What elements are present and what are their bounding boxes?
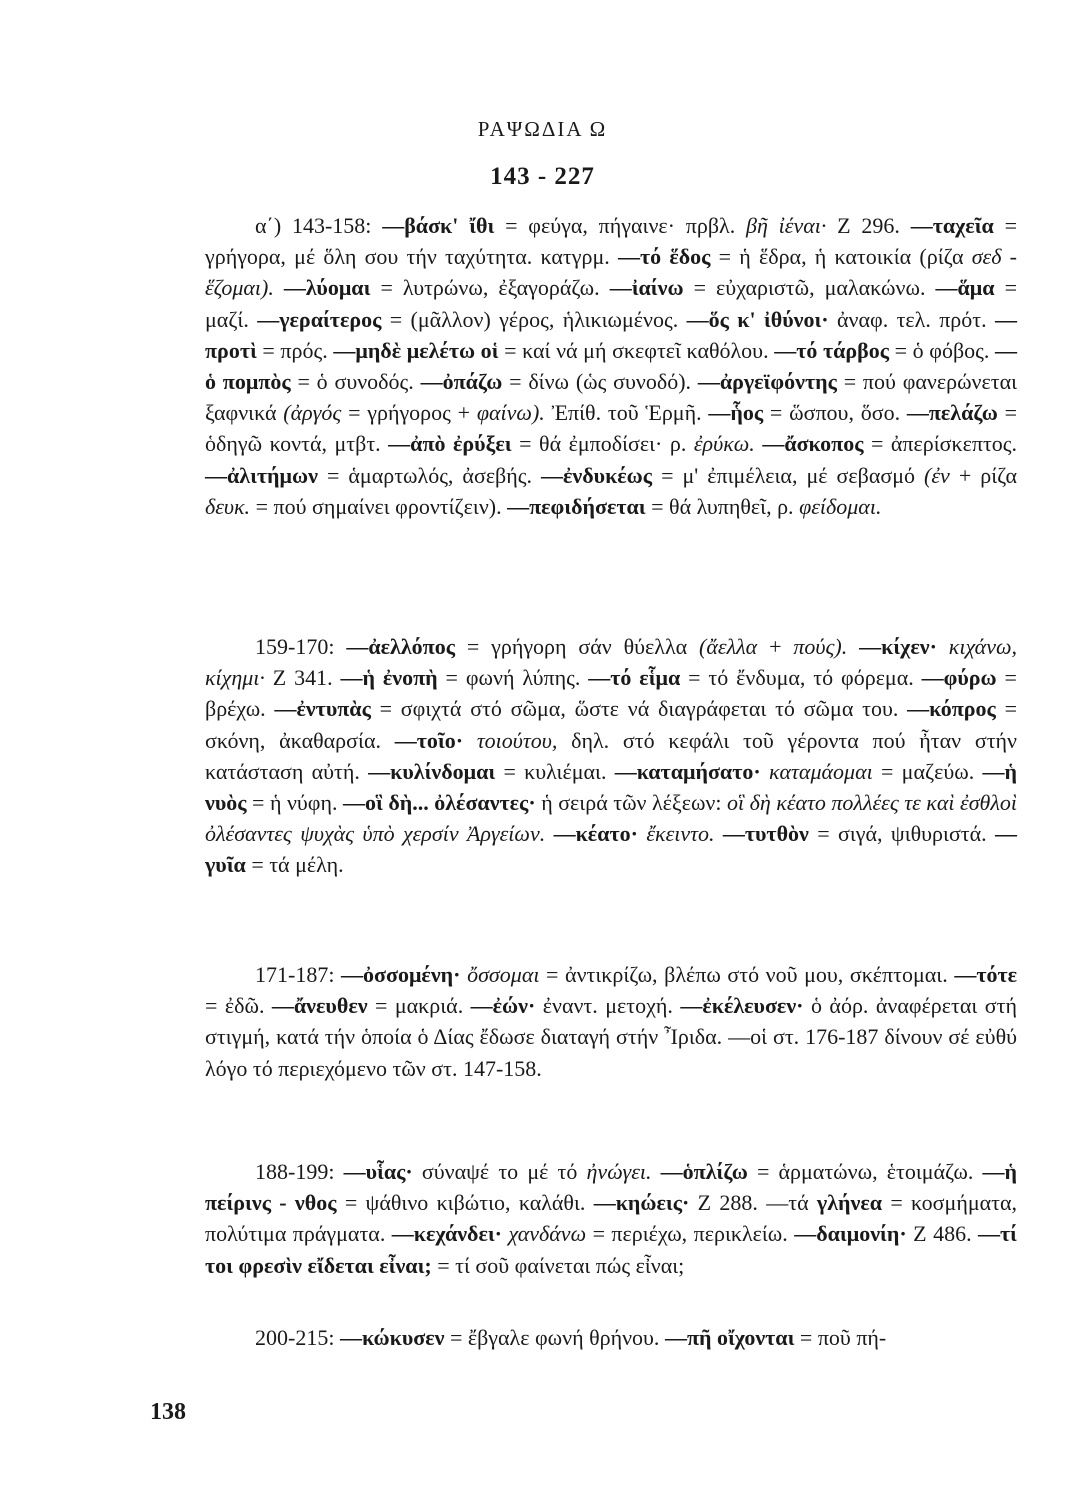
gloss-text: = περιέχω, περικλείω.: [586, 1221, 795, 1247]
gloss-text: = σκόνη, ἀκαθαρσία.: [205, 696, 1017, 753]
gloss-text: = ἁμαρτωλός, ἀσεβής.: [317, 462, 541, 488]
gloss-text: [334, 634, 346, 659]
headword: —ὅς κ' ἰθύνοι·: [686, 306, 829, 332]
gloss-text: [937, 634, 949, 659]
gloss-text: = ἔβγαλε φωνή θρήνου.: [444, 1325, 665, 1350]
headword: —ἄσκοπος: [762, 431, 864, 457]
gloss-text: +: [757, 634, 794, 659]
headword: —ἐντυπὰς: [274, 696, 371, 722]
gloss-text: = θά ἐμποδίσει· ρ.: [511, 431, 694, 457]
gloss-text: σύναψέ το μέ τό: [412, 1159, 587, 1184]
gloss-text: = εὐχαριστῶ, μαλακώνω.: [683, 275, 936, 301]
gloss-text: = δίνω (ὡς συνοδό).: [502, 369, 698, 395]
headword: —ἧος: [708, 400, 764, 426]
commentary-paragraph: [205, 1156, 1017, 1281]
commentary-section-200-215: [205, 1322, 1017, 1353]
headword: —βάσκ' ἴθι: [382, 213, 495, 238]
greek-citation: ὄσσομαι: [467, 962, 540, 987]
gloss-text: = καί νά μή σκεφτεῖ καθόλου.: [498, 337, 775, 363]
headword: —καταμήσατο·: [614, 758, 761, 784]
gloss-text: [371, 213, 382, 238]
section-range-label: 159-170:: [255, 634, 335, 659]
page-number: 138: [150, 1399, 186, 1425]
headword: —τό τάρβος: [774, 337, 890, 363]
headword: —ὀσσομένη·: [341, 962, 461, 987]
gloss-text: [334, 1159, 343, 1184]
headword: —ἀργεϊφόντης: [697, 369, 837, 395]
headword: —οἳ δὴ... ὀλέσαντες·: [343, 790, 536, 816]
headword: —τότε: [954, 962, 1017, 987]
gloss-text: = ἐδῶ.: [205, 993, 272, 1019]
commentary-section-159-170: [205, 631, 1017, 881]
gloss-text: = γρήγορος +: [341, 400, 477, 426]
gloss-text: = ὁδηγῶ κοντά, μτβτ.: [205, 400, 1017, 457]
gloss-text: = ψάθινο κιβώτιο, καλάθι.: [336, 1190, 594, 1216]
headword: —ἡ νυὸς: [205, 758, 1017, 816]
gloss-text: = σφιχτά στό σῶμα, ὥστε νά διαγράφεται τό σῶμα του.: [370, 696, 908, 722]
gloss-text: Ζ 296.: [826, 213, 911, 238]
headword: γλήνεα: [816, 1190, 883, 1216]
gloss-text: Ἐπίθ. τοῦ Ἑρμῆ.: [544, 400, 709, 426]
greek-citation: δευκ.: [205, 493, 251, 519]
gloss-text: = ἀπερίσκεπτος.: [863, 431, 1018, 457]
greek-citation: ἔκειντο.: [646, 821, 715, 847]
section-range-label: 171-187:: [255, 962, 335, 987]
gloss-text: = μ' ἐπιμέλεια, μέ σεβασμό: [652, 462, 925, 488]
gloss-text: = πού σημαίνει φροντίζειν).: [250, 493, 508, 519]
gloss-text: = γρήγορη σάν θύελλα: [454, 634, 700, 659]
gloss-text: = λυτρώνω, ἐξαγοράζω.: [370, 275, 610, 301]
gloss-text: + ρίζα: [949, 462, 1017, 488]
commentary-paragraph: [205, 959, 1017, 1084]
gloss-text: [715, 821, 723, 846]
headword: —κεχάνδει·: [391, 1221, 503, 1247]
gloss-text: = γρήγορα, μέ ὅλη σου τήν ταχύτητα. κατγρμ.: [205, 213, 1017, 270]
headword: —κόπρος: [907, 696, 996, 722]
greek-citation: βῆ ἰέναι·: [746, 213, 827, 238]
greek-citation: καταμάομαι: [768, 758, 873, 784]
gloss-text: = ἀντικρίζω, βλέπω στό νοῦ μου, σκέπτομαι.: [539, 962, 955, 987]
gloss-text: = μαζί.: [205, 275, 1017, 332]
greek-citation: (ἄελλα: [699, 634, 758, 659]
greek-citation: (ἀργός: [283, 400, 342, 426]
headword: —μηδὲ μελέτω οἱ: [333, 337, 499, 363]
gloss-text: [463, 728, 477, 753]
gloss-text: = ὁ συνοδός.: [290, 369, 421, 395]
gloss-text: = πού φανερώνεται ξαφνικά: [205, 369, 1018, 426]
gloss-text: [545, 821, 553, 846]
commentary-section-188-199: [205, 1156, 1017, 1281]
section-range-label: α΄) 143-158:: [255, 213, 372, 238]
commentary-paragraph: [205, 1322, 1017, 1353]
headword: —ὀπάζω: [420, 369, 503, 395]
gloss-text: = τό ἔνδυμα, τό φόρεμα.: [680, 665, 922, 691]
headword: —δαιμονίη·: [794, 1221, 907, 1247]
headword: —πῆ οἴχονται: [664, 1325, 795, 1350]
headword: —κίχεν·: [859, 634, 937, 659]
headword: —κυλίνδομαι: [368, 758, 496, 784]
gloss-text: δηλ. στό κεφάλι τοῦ γέροντα πού ἦταν στήν κατάσταση αὐτή.: [205, 727, 1018, 784]
commentary-section-143-158: [205, 210, 1017, 522]
headword: —τό εἷμα: [588, 665, 681, 691]
gloss-text: ἡ σειρά τῶν λέξεων:: [535, 790, 727, 816]
headword: —ἡ ἐνοπὴ: [340, 665, 438, 691]
headword: —πεφιδήσεται: [507, 493, 646, 519]
gloss-text: = ἡ ἕδρα, ἡ κατοικία (ρίζα: [710, 244, 972, 270]
headword: —φύρω: [921, 665, 997, 691]
commentary-paragraph: [205, 210, 1017, 522]
headword: —ἀλιτήμων: [205, 462, 318, 488]
gloss-text: = βρέχω.: [205, 665, 1017, 722]
greek-citation: φαίνω).: [476, 400, 545, 426]
gloss-text: = κοσμήματα, πολύτιμα πράγματα.: [205, 1190, 1018, 1247]
headword: —ταχεῖα: [910, 213, 994, 238]
gloss-text: [761, 759, 769, 784]
section-range-label: 200-215:: [255, 1325, 335, 1350]
gloss-text: ἐναντ. μετοχή.: [535, 993, 681, 1019]
greek-citation: οἳ δὴ κέατο πολλέες τε καὶ ἐσθλοὶ ὀλέσαντες ψυχὰς ὑπὸ χερσίν Ἀργείων.: [205, 790, 1017, 847]
commentary-section-171-187: [205, 959, 1017, 1084]
gloss-text: = ἡ νύφη.: [246, 790, 343, 816]
headword: —τό ἕδος: [617, 244, 711, 270]
gloss-text: = φεύγα, πήγαινε· πρβλ.: [494, 213, 746, 238]
gloss-text: = φωνή λύπης.: [437, 665, 589, 691]
gloss-text: = θά λυπηθεῖ, ρ.: [645, 493, 800, 519]
headword: —γυῖα: [205, 821, 1018, 878]
headword: —λύομαι: [283, 275, 371, 301]
headword: —κηώεις·: [593, 1190, 690, 1216]
greek-citation: ἐρύκω.: [693, 431, 755, 457]
headword: —ἰαίνω: [609, 275, 684, 301]
gloss-text: ὁ ἀόρ. ἀναφέρεται στή στιγμή, κατά τήν ὁποία ὁ Δίας ἔδωσε διαταγή στήν Ἶριδα. —οἱ στ. 176-187 δίνουν σέ εὐθύ λόγο τό περιεχόμενο τῶν στ. 147-158.: [205, 993, 1017, 1081]
greek-citation: σεδ - ἕζομαι).: [205, 244, 1017, 301]
headword: —υἷας·: [343, 1159, 413, 1184]
greek-citation: κιχάνω, κίχημι·: [205, 634, 1018, 691]
verse-range-title: 143 - 227: [490, 163, 595, 190]
greek-citation: τοιούτου,: [476, 727, 558, 753]
gloss-text: = ἁρματώνω, ἑτοιμάζω.: [747, 1159, 983, 1184]
headword: —ἐών·: [470, 993, 536, 1019]
section-range-label: 188-199:: [255, 1159, 335, 1184]
headword: —γεραίτερος: [257, 306, 382, 332]
gloss-text: Ζ 288. —τά: [689, 1190, 817, 1216]
greek-citation: φείδομαι.: [799, 493, 882, 519]
headword: —τί τοι φρεσὶν εἴδεται εἶναι;: [205, 1221, 1017, 1278]
headword: —ἡ πείρινς - νθος: [205, 1159, 1018, 1216]
headword: —κώκυσεν: [339, 1325, 445, 1350]
gloss-text: [274, 275, 284, 300]
commentary-paragraph: [205, 631, 1017, 881]
headword: —τυτθὸν: [722, 821, 809, 847]
greek-citation: χανδάνω: [508, 1221, 587, 1247]
gloss-text: = μαζεύω.: [872, 758, 983, 784]
gloss-text: Ζ 486.: [906, 1221, 979, 1247]
headword: —τοῖο·: [394, 727, 464, 753]
headword: —ὁπλίζω: [660, 1159, 748, 1184]
headword: —προτὶ: [205, 306, 1017, 363]
headword: —πελάζω: [906, 400, 998, 426]
gloss-text: = κυλιέμαι.: [495, 758, 615, 784]
gloss-text: = (μᾶλλον) γέρος, ἡλικιωμένος.: [381, 306, 687, 332]
headword: —ἐκέλευσεν·: [680, 993, 804, 1019]
headword: —κέατο·: [553, 821, 638, 847]
gloss-text: = ποῦ πή-: [794, 1325, 887, 1350]
greek-citation: πούς).: [793, 634, 848, 659]
gloss-text: Ζ 341.: [264, 665, 341, 691]
gloss-text: = ὥσπου, ὅσο.: [763, 400, 907, 426]
headword: —ἀελλόπος: [346, 634, 455, 659]
gloss-text: [847, 634, 859, 659]
greek-citation: (ἐν: [924, 462, 950, 488]
headword: —ἄνευθεν: [271, 993, 368, 1019]
gloss-text: = σιγά, ψιθυριστά.: [808, 821, 996, 847]
headword: —ἀπὸ ἐρύξει: [388, 431, 512, 457]
gloss-text: ἀναφ. τελ. πρότ.: [828, 306, 995, 332]
headword: —ἅμα: [935, 275, 995, 301]
gloss-text: = ὁ φόβος.: [889, 337, 995, 363]
gloss-text: = πρός.: [256, 337, 334, 363]
greek-citation: ἠνώγει.: [586, 1159, 652, 1184]
headword: —ὁ πομπὸς: [205, 337, 1017, 395]
gloss-text: = τά μέλη.: [245, 852, 344, 878]
gloss-text: = μακριά.: [367, 993, 471, 1019]
headword: —ἐνδυκέως: [541, 462, 653, 488]
running-head: ΡΑΨΩΔΙΑ Ω: [477, 117, 608, 141]
gloss-text: [652, 1159, 661, 1184]
gloss-text: = τί σοῦ φαίνεται πώς εἶναι;: [431, 1252, 685, 1278]
